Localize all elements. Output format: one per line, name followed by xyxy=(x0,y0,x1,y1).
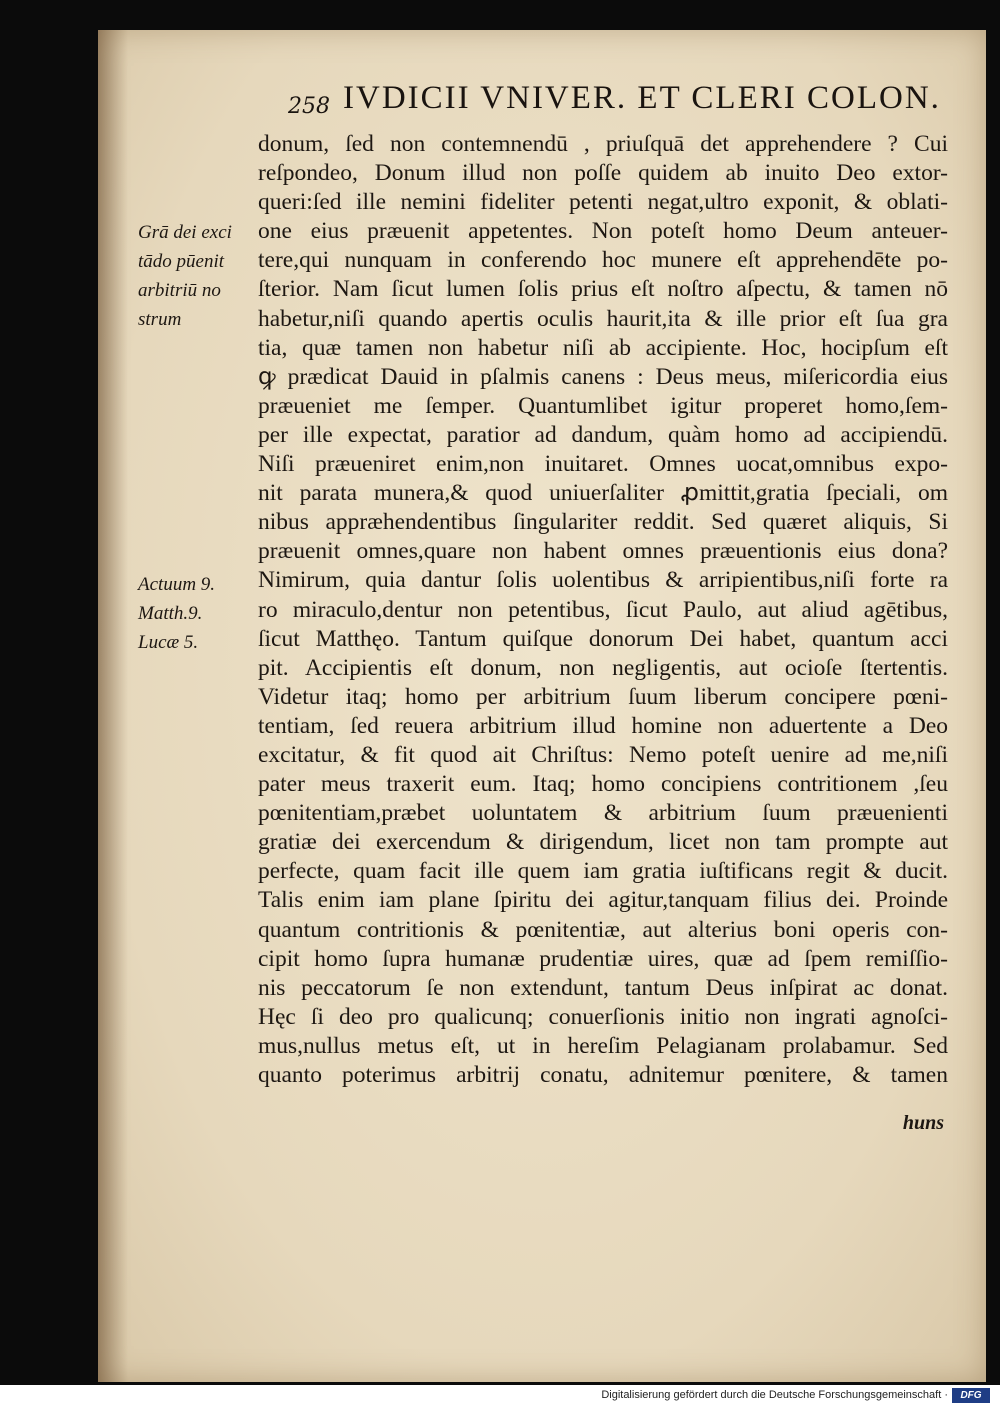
text-line: perfecte, quam facit ille quem iam gratia iuſtificans regit & ducit. xyxy=(258,858,948,885)
text-line: gratiæ dei exercendum & dirigendum, licet non tam prompte aut xyxy=(258,829,948,856)
page-gutter-shadow xyxy=(98,30,128,1382)
text-line: Niſi præueniret enim,non inuitaret. Omnes uocat,omnibus expo- xyxy=(258,451,948,478)
text-line: pœnitentiam,præbet uoluntatem & arbitrium ſuum præuenienti xyxy=(258,800,948,827)
catchword: huns xyxy=(902,1112,944,1134)
marginal-line: Actuum 9. xyxy=(138,574,216,595)
text-line: excitatur, & fit quod ait Chriſtus: Nemo poteſt uenire ad me,niſi xyxy=(258,741,948,768)
text-line: donum, ſed non contemnendū , priuſquā det apprehendere ? Cui xyxy=(258,131,948,157)
text-line: nit parata munera,& quod uniuerſaliter ꝓmittit,gratia ſpeciali, om xyxy=(258,480,948,507)
text-line: tia, quæ tamen non habetur niſi ab accipiente. Hoc, hocipſum eſt xyxy=(258,334,948,361)
text-line: mus,nullus metus eſt, ut in hereſim Pelagianam prolabamur. Sed xyxy=(258,1032,948,1059)
text-line: ſicut Matthęo. Tantum quiſque donorum Dei habet, quantum acci xyxy=(258,625,948,652)
page-number: 258 xyxy=(288,94,330,119)
text-line: pit. Accipientis eſt donum, non negligentis, aut ocioſe ſtertentis. xyxy=(258,654,948,681)
marginal-line: tādo pūenit xyxy=(138,251,225,272)
text-line: reſpondeo, Donum illud non poſſe quidem ab inuito Deo extor- xyxy=(258,160,948,187)
marginal-line: Lucæ 5. xyxy=(138,632,199,653)
text-line: per ille expectat, paratior ad dandum, quàm homo ad accipiendū. xyxy=(258,421,948,448)
text-line: nis peccatorum ſe non extendunt, tantum Deus inſpirat ac donat. xyxy=(258,974,948,1001)
text-line: quantum contritionis & pœnitentiæ, aut alterius boni operis con- xyxy=(258,916,948,943)
funding-credit: Digitalisierung gefördert durch die Deutsche Forschungsgemeinschaft · xyxy=(601,1389,948,1401)
text-line: Videtur itaq; homo per arbitrium ſuum liberum concipere pœni- xyxy=(258,683,948,710)
marginal-note-grace xyxy=(138,218,258,334)
text-line: pater meus traxerit eum. Itaq; homo concipiens contritionem ,ſeu xyxy=(258,771,948,798)
text-line: ſterior. Nam ſicut lumen ſolis prius eſt noſtro aſpectu, & tamen nō xyxy=(258,276,948,303)
marginal-line: strum xyxy=(138,309,182,330)
main-text-block xyxy=(258,130,948,1090)
text-line: nibus appræhendentibus ſingulariter reddit. Sed quæret aliquis, Si xyxy=(258,509,948,536)
text-line: præueniet me ſemper. Quantumlibet igitur properet homo,ſem- xyxy=(258,392,948,419)
text-line: one eius præuenit appetentes. Non poteſt homo Deum anteuer- xyxy=(258,218,948,245)
text-line: quanto poterimus arbitrij conatu, adnitemur pœnitere, & tamen xyxy=(258,1062,948,1088)
text-line: queri:ſed ille nemini fideliter petenti negat,ultro exponit, & oblati- xyxy=(258,189,948,216)
text-line: cipit homo ſupra humanæ prudentiæ uires, quæ ad ſpem remiſſio- xyxy=(258,945,948,972)
marginal-line: arbitriū no xyxy=(138,280,221,301)
text-line: tere,qui nunquam in conferendo hoc munere eſt apprehendēte po- xyxy=(258,247,948,274)
dfg-logo: DFG xyxy=(952,1388,990,1403)
text-line: Hęc ſi deo pro qualicunq; conuerſionis initio non ingrati agnoſci- xyxy=(258,1003,948,1030)
marginal-line: Grā dei exci xyxy=(138,222,232,243)
page-header xyxy=(288,80,1000,130)
marginal-note-references xyxy=(138,570,258,657)
text-line: ꝙ prædicat Dauid in pſalmis canens : Deus meus, miſericordia eius xyxy=(258,363,948,390)
text-line: habetur,niſi quando apertis oculis haurit,ita & ille prior eſt ſua gra xyxy=(258,305,948,332)
marginal-line: Matth.9. xyxy=(138,603,203,624)
text-line: tentiam, ſed reuera arbitrium illud homine non aduertente a Deo xyxy=(258,712,948,739)
text-line: præuenit omnes,quare non habent omnes præuentionis eius dona? xyxy=(258,538,948,565)
text-line: Nimirum, quia dantur ſolis uolentibus & arripientibus,niſi forte ra xyxy=(258,567,948,594)
book-page xyxy=(98,30,986,1382)
text-line: Talis enim iam plane ſpiritu dei agitur,tanquam filius dei. Proinde xyxy=(258,887,948,914)
text-line: ro miraculo,dentur non petentibus, ſicut Paulo, aut aliud agētibus, xyxy=(258,596,948,623)
running-title: IVDICII VNIVER. ET CLERI COLON. xyxy=(343,80,941,116)
digitization-footer xyxy=(0,1385,1000,1407)
